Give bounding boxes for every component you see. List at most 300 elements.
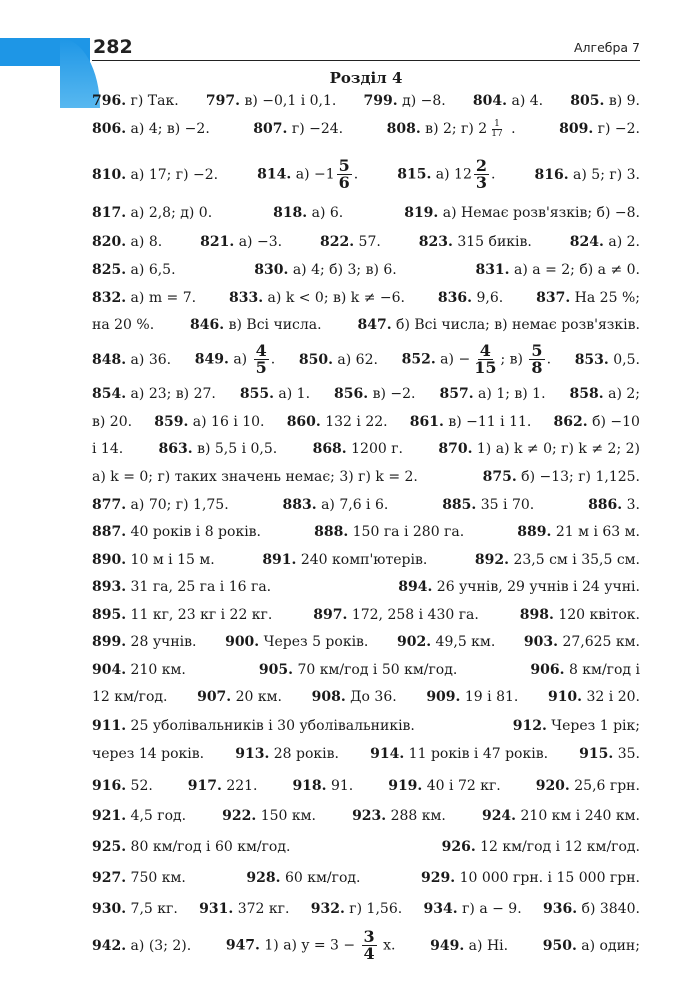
answer-item — [536, 776, 640, 796]
fraction-denominator: 5 — [255, 358, 267, 376]
running-head: Алгебра 7 — [573, 40, 640, 55]
answer-item — [92, 716, 415, 736]
answer-text: 32 і 20. — [582, 689, 640, 705]
answer-text: 210 км. — [126, 662, 186, 678]
exercise-number: 886. — [588, 497, 623, 513]
answer-item — [259, 660, 457, 680]
answer-item — [92, 605, 272, 625]
answer-item — [410, 412, 532, 432]
answer-text: 315 биків. — [452, 234, 532, 250]
answer-text: а) k = 0; г) таких значень немає; 3) г) k = 2. — [92, 469, 418, 485]
exercise-number: 924. — [481, 808, 517, 824]
fraction-denominator: 8 — [531, 358, 543, 376]
answer-line — [92, 232, 640, 252]
answer-item — [483, 467, 640, 487]
answer-item — [402, 343, 551, 376]
answer-text: 25 уболівальників і 30 уболівальників. — [126, 718, 415, 734]
exercise-number: 911. — [92, 718, 127, 734]
answer-text: а) 2; — [603, 386, 640, 402]
answer-text: а) 1; в) 1. — [473, 386, 546, 402]
answer-line — [92, 899, 640, 919]
answer-item — [206, 91, 336, 111]
answer-text: Через 1 рік; — [546, 718, 640, 734]
answer-item — [222, 806, 316, 826]
answer-text: 28 років. — [269, 746, 339, 762]
answer-text: 1) а) y = 3 − — [259, 937, 360, 954]
exercise-number: 862. — [553, 414, 588, 430]
answer-text: 35 і 70. — [476, 497, 535, 513]
answer-text: 26 учнів, 29 учнів і 24 учні. — [432, 579, 640, 595]
exercise-number: 891. — [262, 552, 297, 568]
answer-text: а) − — [435, 351, 471, 368]
answer-item — [273, 203, 343, 223]
exercise-number: 910. — [547, 689, 583, 705]
answer-text: в) 9. — [604, 93, 640, 109]
answer-text: 1) а) k ≠ 0; г) k ≠ 2; 2) — [472, 441, 640, 457]
answer-item — [92, 632, 196, 652]
answer-item — [513, 716, 640, 736]
answer-line — [92, 260, 640, 280]
fraction-numerator: 1 — [494, 119, 500, 129]
exercise-number: 805. — [570, 93, 605, 109]
answer-text: x. — [378, 937, 396, 954]
exercise-number: 909. — [426, 689, 461, 705]
answer-item — [195, 343, 275, 376]
exercise-number: 877. — [92, 497, 127, 513]
answer-item — [387, 119, 516, 139]
exercise-number: 819. — [404, 205, 439, 221]
answer-item — [530, 660, 640, 680]
answer-item — [442, 837, 640, 857]
answer-text: через 14 років. — [92, 746, 205, 762]
answer-text: г) 1,56. — [344, 901, 403, 917]
answer-text: 172, 258 і 430 га. — [347, 607, 479, 623]
answer-item — [254, 260, 396, 280]
exercise-number: 852. — [401, 351, 436, 368]
answer-text: а) 4; в) −2. — [126, 121, 210, 137]
fraction — [362, 929, 377, 962]
answer-line — [92, 91, 640, 111]
answer-text: і 14. — [92, 441, 124, 457]
answer-text: 25,6 грн. — [569, 778, 640, 794]
answer-line — [92, 716, 640, 736]
answer-item — [579, 744, 640, 764]
exercise-number: 868. — [312, 441, 347, 457]
answer-line — [92, 868, 640, 888]
fraction — [254, 343, 269, 376]
answer-text: 80 км/год і 60 км/год. — [126, 839, 291, 855]
answer-text: 49,5 км. — [431, 634, 496, 650]
answer-text: а) 16 і 10. — [188, 414, 265, 430]
answer-item — [92, 467, 418, 487]
answer-text: б) 3840. — [577, 901, 640, 917]
answer-text: 8 км/год і — [564, 662, 640, 678]
exercise-number: 895. — [92, 607, 127, 623]
exercise-number: 848. — [92, 351, 127, 368]
answer-item — [313, 605, 479, 625]
answer-item — [92, 577, 271, 597]
answer-text: а) −3. — [234, 234, 283, 250]
answer-text: 132 і 22. — [320, 414, 388, 430]
answer-item — [419, 232, 532, 252]
answer-text: в) 2; г) 2 — [420, 121, 488, 137]
answer-item — [311, 899, 402, 919]
exercise-number: 907. — [197, 689, 232, 705]
answer-item — [357, 315, 640, 335]
answer-text: 91. — [326, 778, 354, 794]
exercise-number: 821. — [200, 234, 235, 250]
exercise-number: 861. — [409, 414, 444, 430]
answer-text: а) 23; в) 27. — [126, 386, 216, 402]
answer-line — [92, 577, 640, 597]
fraction-denominator: 17 — [491, 128, 503, 139]
exercise-number: 859. — [154, 414, 189, 430]
answer-item — [246, 868, 360, 888]
exercise-number: 934. — [423, 901, 458, 917]
answer-item — [92, 260, 176, 280]
exercise-number: 932. — [310, 901, 345, 917]
answer-text: а) Ні. — [464, 937, 509, 954]
answer-item — [190, 315, 322, 335]
fraction-numerator: 5 — [338, 158, 350, 175]
answer-item — [257, 158, 358, 191]
exercise-number: 824. — [569, 234, 604, 250]
answer-item — [404, 203, 640, 223]
answer-text: а) m = 7. — [126, 290, 197, 306]
exercise-number: 916. — [92, 778, 127, 794]
fraction-denominator: 4 — [363, 944, 375, 962]
answer-line — [92, 744, 640, 764]
answer-line — [92, 632, 640, 652]
exercise-number: 817. — [92, 205, 127, 221]
answer-text: д) −8. — [397, 93, 446, 109]
fraction-numerator: 4 — [479, 343, 491, 360]
answer-item — [314, 522, 464, 542]
answer-text: 31 га, 25 га і 16 га. — [126, 579, 272, 595]
exercise-number: 949. — [430, 937, 465, 954]
exercise-number: 847. — [357, 317, 392, 333]
answer-item — [548, 687, 640, 707]
answer-text: а) 6. — [307, 205, 344, 221]
answer-line — [92, 522, 640, 542]
answer-line — [92, 384, 640, 404]
answer-item — [92, 91, 179, 111]
answer-line — [92, 467, 640, 487]
exercise-number: 809. — [559, 121, 594, 137]
answer-line — [92, 315, 640, 335]
answer-item — [370, 744, 548, 764]
exercise-number: 892. — [474, 552, 510, 568]
answer-text: а) 2,8; д) 0. — [126, 205, 213, 221]
answer-text: 11 років і 47 років. — [404, 746, 549, 762]
exercise-number: 832. — [92, 290, 127, 306]
exercise-number: 908. — [311, 689, 346, 705]
answer-text: в) Всі числа. — [224, 317, 322, 333]
answer-item — [92, 868, 186, 888]
exercise-number: 885. — [442, 497, 477, 513]
answer-item — [554, 412, 640, 432]
exercise-number: 856. — [334, 386, 369, 402]
answer-text: а) 6,5. — [126, 262, 176, 278]
answer-item — [442, 495, 534, 515]
answer-text: 27,625 км. — [558, 634, 640, 650]
exercise-number: 942. — [92, 937, 127, 954]
answer-line — [92, 412, 640, 432]
exercise-number: 816. — [534, 166, 569, 183]
exercise-number: 849. — [194, 351, 229, 368]
answer-item — [570, 91, 640, 111]
exercise-number: 887. — [92, 524, 127, 540]
answer-line — [92, 288, 640, 308]
answer-text: б) −10 — [587, 414, 640, 430]
answer-text: 150 км. — [256, 808, 316, 824]
answer-line — [92, 605, 640, 625]
answer-item — [92, 315, 154, 335]
answer-text: 240 комп'ютерів. — [296, 552, 428, 568]
answer-text: а) 12 — [431, 166, 472, 183]
exercise-number: 918. — [292, 778, 327, 794]
answer-item — [424, 899, 522, 919]
exercise-number: 853. — [574, 351, 609, 368]
exercise-number: 920. — [535, 778, 570, 794]
answer-text: 52. — [126, 778, 153, 794]
answer-item — [253, 119, 343, 139]
exercise-number: 947. — [225, 937, 260, 954]
exercise-number: 836. — [437, 290, 473, 306]
answer-text: 19 і 81. — [460, 689, 519, 705]
answer-text: а) один; — [576, 937, 640, 954]
answer-text: а) 5; г) 3. — [568, 166, 640, 183]
exercise-number: 922. — [222, 808, 257, 824]
exercise-number: 855. — [239, 386, 274, 402]
answer-item — [287, 412, 388, 432]
answer-item — [92, 384, 216, 404]
exercise-number: 898. — [519, 607, 554, 623]
answer-line — [92, 119, 640, 139]
answer-line — [92, 550, 640, 570]
exercise-number: 854. — [92, 386, 127, 402]
exercise-number: 897. — [313, 607, 348, 623]
answer-text: 70 км/год і 50 км/год. — [293, 662, 458, 678]
fraction-numerator: 2 — [475, 158, 488, 175]
answer-text: а) 8. — [126, 234, 163, 250]
answer-item — [543, 936, 640, 956]
answer-item — [543, 899, 640, 919]
answer-item — [536, 288, 640, 308]
answer-item — [92, 687, 167, 707]
answer-line — [92, 439, 640, 459]
section-title: Розділ 4 — [329, 69, 403, 87]
answer-text: а) — [228, 351, 252, 368]
answer-item — [482, 806, 640, 826]
exercise-number: 906. — [530, 662, 565, 678]
exercise-number: 837. — [536, 290, 571, 306]
exercise-number: 863. — [158, 441, 193, 457]
exercise-number: 810. — [92, 166, 127, 183]
answer-item — [235, 744, 339, 764]
answer-text: а) k < 0; в) k ≠ −6. — [263, 290, 406, 306]
answer-item — [517, 522, 640, 542]
exercise-number: 919. — [388, 778, 423, 794]
answer-item — [475, 550, 640, 570]
answer-item — [92, 899, 178, 919]
answer-item — [92, 837, 290, 857]
answer-text: . — [491, 166, 496, 183]
answer-text: 3. — [622, 497, 640, 513]
exercise-number: 846. — [190, 317, 225, 333]
answer-text: г) −2. — [593, 121, 640, 137]
answer-text: в) −2. — [368, 386, 416, 402]
answer-item — [520, 605, 640, 625]
exercise-number: 923. — [352, 808, 387, 824]
answer-line — [92, 806, 640, 826]
answer-text: в) −11 і 11. — [443, 414, 532, 430]
answer-text: . — [506, 121, 516, 137]
answer-item — [313, 439, 403, 459]
answer-item — [397, 158, 495, 191]
exercise-number: 797. — [205, 93, 240, 109]
answer-text: а) 1. — [273, 386, 311, 402]
answer-item — [292, 776, 353, 796]
answer-text: а) 62. — [332, 351, 378, 368]
answer-text: 40 років і 8 років. — [126, 524, 262, 540]
answer-item — [159, 439, 278, 459]
answer-text: а) 4; б) 3; в) 6. — [288, 262, 397, 278]
exercise-number: 806. — [92, 121, 127, 137]
answer-text: б) −13; г) 1,125. — [516, 469, 640, 485]
exercise-number: 950. — [542, 937, 577, 954]
fraction — [337, 158, 352, 191]
answer-item — [92, 412, 132, 432]
answer-item — [92, 776, 153, 796]
answer-item — [534, 165, 640, 185]
exercise-number: 893. — [92, 579, 127, 595]
answer-item — [92, 203, 212, 223]
answer-text: 10 м і 15 м. — [126, 552, 215, 568]
answer-text: 7,5 кг. — [126, 901, 178, 917]
answer-text: . — [353, 166, 359, 183]
exercise-number: 814. — [257, 166, 292, 183]
answer-item — [440, 384, 546, 404]
answer-item — [240, 384, 310, 404]
answer-item — [154, 412, 264, 432]
answer-text: 1200 г. — [346, 441, 404, 457]
exercise-number: 823. — [418, 234, 453, 250]
answer-item — [364, 91, 446, 111]
fraction — [529, 343, 544, 376]
exercise-number: 820. — [92, 234, 127, 250]
answer-item — [559, 119, 640, 139]
answer-item — [200, 232, 282, 252]
answer-text: 372 кг. — [233, 901, 290, 917]
fraction-numerator: 5 — [531, 343, 543, 360]
answer-item — [199, 899, 289, 919]
answer-text: 60 км/год. — [280, 870, 361, 886]
exercise-number: 913. — [235, 746, 270, 762]
exercise-number: 796. — [92, 93, 127, 109]
exercise-number: 804. — [472, 93, 508, 109]
exercise-number: 915. — [579, 746, 614, 762]
answer-item — [92, 660, 186, 680]
answer-item — [570, 384, 640, 404]
fraction-numerator: 3 — [363, 929, 375, 946]
answer-item — [225, 632, 368, 652]
answer-item — [283, 495, 389, 515]
answer-item — [92, 806, 186, 826]
exercise-number: 936. — [543, 901, 578, 917]
answer-text: в) −0,1 і 0,1. — [240, 93, 337, 109]
answer-item — [229, 288, 405, 308]
answer-line — [92, 343, 640, 376]
answer-item — [320, 232, 381, 252]
exercise-number: 808. — [386, 121, 421, 137]
answer-line — [92, 776, 640, 796]
fraction-numerator: 4 — [255, 343, 267, 360]
exercise-number: 883. — [282, 497, 317, 513]
exercise-number: 815. — [397, 166, 432, 183]
exercise-number: 850. — [298, 351, 333, 368]
answer-text: 35. — [613, 746, 640, 762]
answer-item — [388, 776, 501, 796]
exercise-number: 904. — [92, 662, 127, 678]
answer-item — [92, 495, 229, 515]
answer-text: в) 5,5 і 0,5. — [192, 441, 278, 457]
answer-text: 12 км/год. — [92, 689, 168, 705]
answer-text: 210 км і 240 км. — [516, 808, 640, 824]
answer-line — [92, 687, 640, 707]
answer-text: а) 2. — [603, 234, 640, 250]
answer-item — [92, 439, 123, 459]
exercise-number: 905. — [258, 662, 294, 678]
answer-item — [312, 687, 397, 707]
exercise-number: 931. — [199, 901, 234, 917]
answer-text: 0,5. — [608, 351, 640, 368]
answer-item — [188, 776, 258, 796]
answer-text: . — [270, 351, 276, 368]
answer-text: ; в) — [500, 351, 528, 368]
answer-item — [398, 577, 640, 597]
exercise-number: 914. — [370, 746, 405, 762]
answer-text: а) 36. — [126, 351, 172, 368]
answer-text: г) a − 9. — [457, 901, 522, 917]
exercise-number: 799. — [363, 93, 398, 109]
answer-text: а) 4. — [507, 93, 544, 109]
answer-item — [430, 936, 508, 956]
exercise-number: 870. — [438, 441, 473, 457]
exercise-number: 825. — [92, 262, 127, 278]
answer-text: 288 км. — [386, 808, 446, 824]
answer-item — [92, 550, 215, 570]
answer-text: 4,5 год. — [126, 808, 187, 824]
answer-text: а) a = 2; б) a ≠ 0. — [509, 262, 640, 278]
answer-item — [575, 350, 640, 370]
fraction-denominator: 6 — [338, 173, 350, 191]
exercise-number: 926. — [441, 839, 476, 855]
answer-text: г) −24. — [287, 121, 344, 137]
answer-item — [397, 632, 495, 652]
answer-item — [197, 687, 282, 707]
answer-text: 9,6. — [472, 290, 504, 306]
answer-item — [334, 384, 415, 404]
exercise-number: 890. — [92, 552, 127, 568]
answer-item — [588, 495, 640, 515]
answer-text: а) Немає розв'язків; б) −8. — [438, 205, 640, 221]
exercise-number: 925. — [92, 839, 127, 855]
fraction — [474, 158, 489, 191]
exercise-number: 903. — [523, 634, 558, 650]
answer-item — [475, 260, 640, 280]
answer-line — [92, 837, 640, 857]
